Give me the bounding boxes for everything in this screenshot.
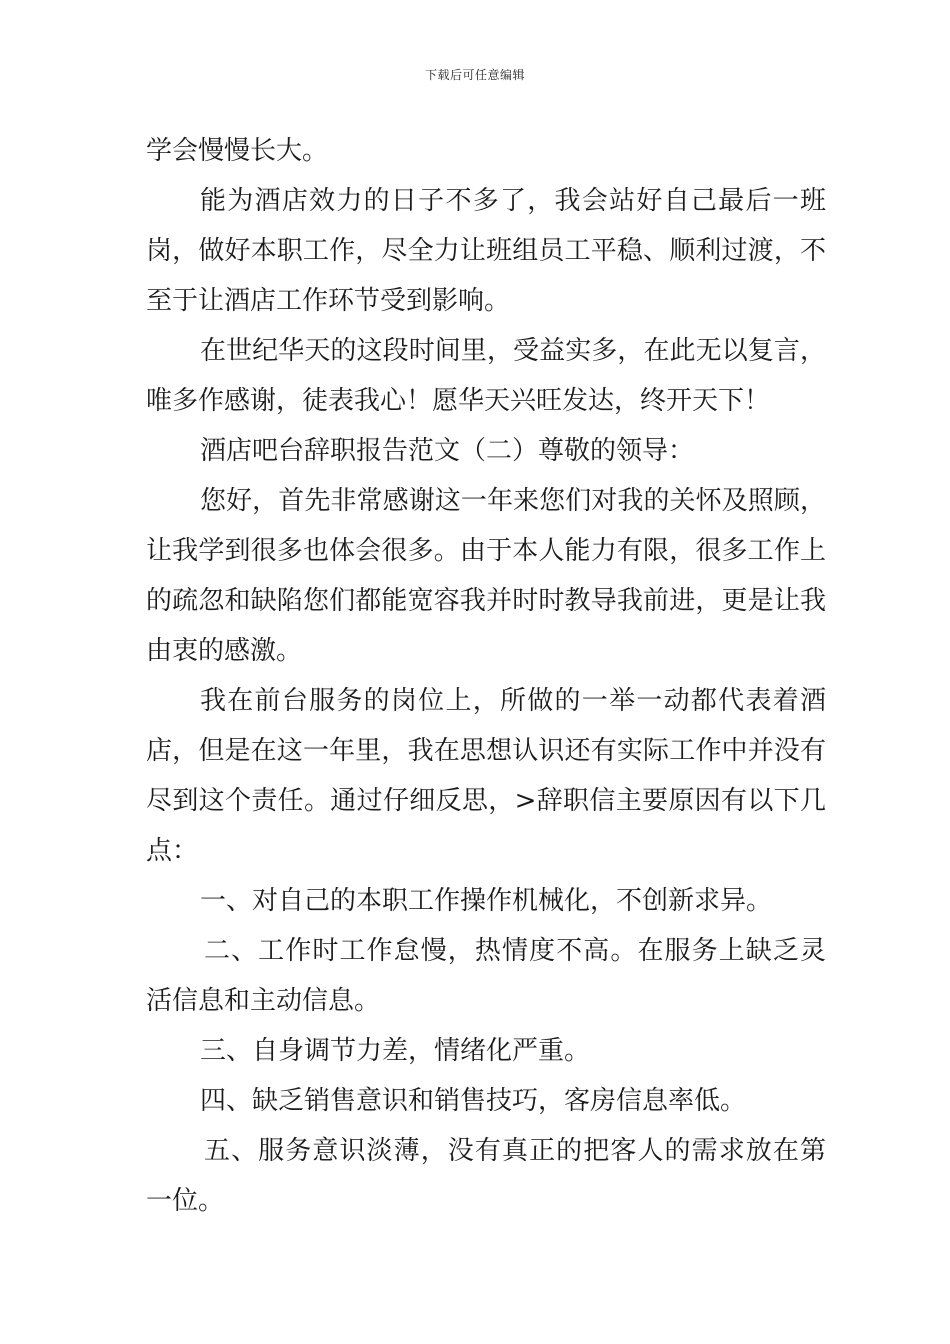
paragraph-6: 我在前台服务的岗位上，所做的一举一动都代表着酒店，但是在这一年里，我在思想认识还有实际工作中并没有尽到这个责任。通过仔细反思，>辞职信主要原因有以下几点： — [146, 686, 826, 866]
paragraph-9: 三、自身调节力差，情绪化严重。 — [200, 1036, 591, 1066]
paragraph-10: 四、缺乏销售意识和销售技巧，客房信息率低。 — [200, 1086, 747, 1116]
paragraph-1: 学会慢慢长大。 — [146, 136, 329, 166]
page-header: 下载后可任意编辑 — [424, 68, 525, 82]
paragraph-11: 五、服务意识淡薄，没有真正的把客人的需求放在第一位。 — [146, 1136, 826, 1216]
paragraph-7: 一、对自己的本职工作操作机械化，不创新求异。 — [200, 886, 773, 916]
paragraph-8: 二、工作时工作怠慢，热情度不高。在服务上缺乏灵活信息和主动信息。 — [146, 936, 826, 1016]
paragraph-3: 在世纪华天的这段时间里，受益实多，在此无以复言，唯多作感谢，徒表我心！愿华天兴旺发达，终开天下！ — [146, 336, 826, 416]
document-body — [146, 126, 826, 1226]
paragraph-2: 能为酒店效力的日子不多了，我会站好自己最后一班岗，做好本职工作，尽全力让班组员工平稳、顺利过渡，不至于让酒店工作环节受到影响。 — [146, 186, 826, 316]
paragraph-4: 酒店吧台辞职报告范文（二）尊敬的领导： — [200, 436, 695, 466]
paragraph-5: 您好，首先非常感谢这一年来您们对我的关怀及照顾，让我学到很多也体会很多。由于本人能力有限，很多工作上的疏忽和缺陷您们都能宽容我并时时教导我前进，更是让我由衷的感激。 — [146, 486, 826, 666]
